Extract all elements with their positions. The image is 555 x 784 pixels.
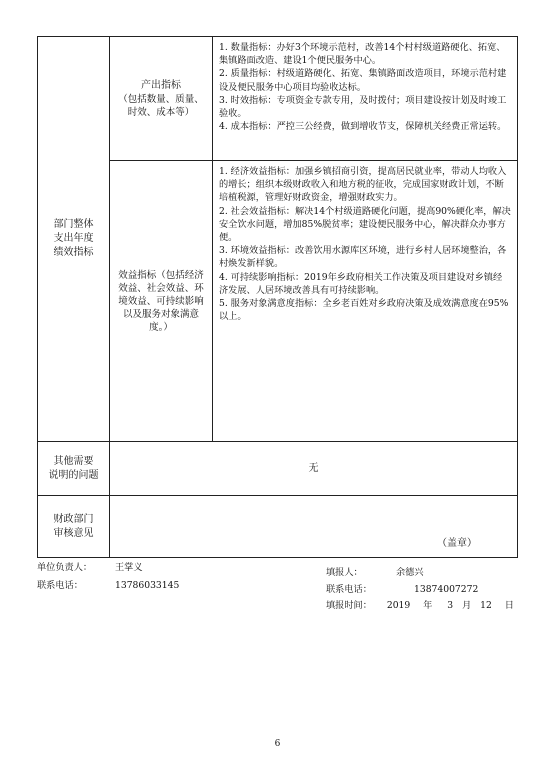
phone-value-left: 13786033145 — [115, 580, 180, 591]
output-item: 2. 质量指标：村级道路硬化、拓宽、集镇路面改造项目，环境示范村建设及便民服务中心项目均验收达标。 — [219, 68, 507, 93]
performance-label: 部门整体 支出年度 绩效指标 — [53, 219, 94, 258]
footer-date — [326, 600, 514, 612]
output-indicator-title: 产出指标 — [141, 79, 181, 91]
other-issues-label-cell — [37, 441, 110, 496]
date-year-unit: 年 — [423, 600, 433, 611]
footer-filler-name — [396, 567, 424, 579]
finance-review-label: 财政部门 审核意见 — [53, 513, 94, 539]
page-number: 6 — [274, 739, 281, 749]
date-month: 3 — [447, 600, 454, 611]
footer-filler — [326, 567, 363, 579]
output-item: 1. 数量指标：办好3个环境示范村，改善14个村村级道路硬化、拓宽、集镇路面改造、建设1个便民服务中心。 — [219, 42, 506, 67]
output-item: 3. 时效指标：专项资金专款专用，及时拨付；项目建设按计划及时竣工验收。 — [219, 94, 507, 120]
date-day: 12 — [480, 600, 492, 611]
date-day-unit: 日 — [504, 600, 514, 611]
other-issues-label: 其他需要 说明的问题 — [48, 455, 99, 481]
footer-unit-head — [37, 562, 92, 574]
phone-label-left: 联系电话： — [37, 580, 83, 591]
other-issues-value: 无 — [308, 462, 319, 474]
benefit-item: 2. 社会效益指标：解决14个村级道路硬化问题，提高90%硬化率，解决安全饮水问题，增加85%脱贫率；建设便民服务中心，解决群众办事方便。 — [219, 205, 511, 244]
date-month-unit: 月 — [462, 600, 472, 611]
benefit-indicator-label: 效益指标（包括经济效益、社会效益、环境效益、可持续影响以及服务对象满意度。） — [118, 269, 204, 333]
benefit-item: 3. 环境效益指标：改善饮用水源库区环境，进行乡村人居环境整治，各村焕发新样貌。 — [219, 245, 507, 270]
benefit-item: 5. 服务对象满意度指标：全乡老百姓对乡政府决策及成效满意度在95%以上。 — [219, 298, 509, 323]
row-label-performance — [37, 36, 110, 442]
benefit-indicator-label-cell — [109, 160, 213, 442]
finance-review-label-cell — [37, 495, 110, 558]
date-label: 填报时间： — [326, 600, 372, 611]
other-issues-value-cell — [109, 441, 518, 496]
phone-label-right: 联系电话： — [326, 584, 372, 595]
filler-name: 余德兴 — [396, 567, 424, 578]
output-indicator-label-cell — [109, 36, 213, 161]
filler-label: 填报人： — [326, 567, 363, 578]
benefit-indicator-content — [212, 160, 518, 442]
benefit-item: 4. 可持续影响指标：2019年乡政府相关工作决策及项目建设对乡镇经济发展、人居环境改善具有可持续影响。 — [219, 271, 503, 296]
output-indicator-content — [212, 36, 518, 161]
finance-stamp: （盖章） — [437, 538, 477, 549]
output-item: 4. 成本指标：严控三公经费，做到增收节支，保障机关经费正常运转。 — [219, 121, 507, 133]
unit-head-name: 王掌义 — [115, 562, 143, 573]
unit-head-label: 单位负责人： — [37, 562, 93, 573]
footer-phone-right-value — [414, 584, 478, 596]
footer-unit-head-name — [115, 562, 143, 574]
benefit-item: 1. 经济效益指标：加强乡镇招商引资，提高居民就业率，带动人均收入的增长；组织本级财政收入和地方税的征收，完成国家财政计划，不断培植税源，管理好财政资金，增强财政实力。 — [219, 166, 507, 204]
footer-phone-left-value — [115, 580, 179, 592]
date-year: 2019 — [386, 600, 411, 611]
footer-phone-right — [326, 584, 372, 596]
footer-phone-left — [37, 580, 83, 592]
finance-review-value-cell — [109, 495, 518, 558]
phone-value-right: 13874007272 — [414, 584, 479, 595]
output-indicator-subtitle: （包括数量、质量、 时效、成本等） — [118, 93, 204, 118]
